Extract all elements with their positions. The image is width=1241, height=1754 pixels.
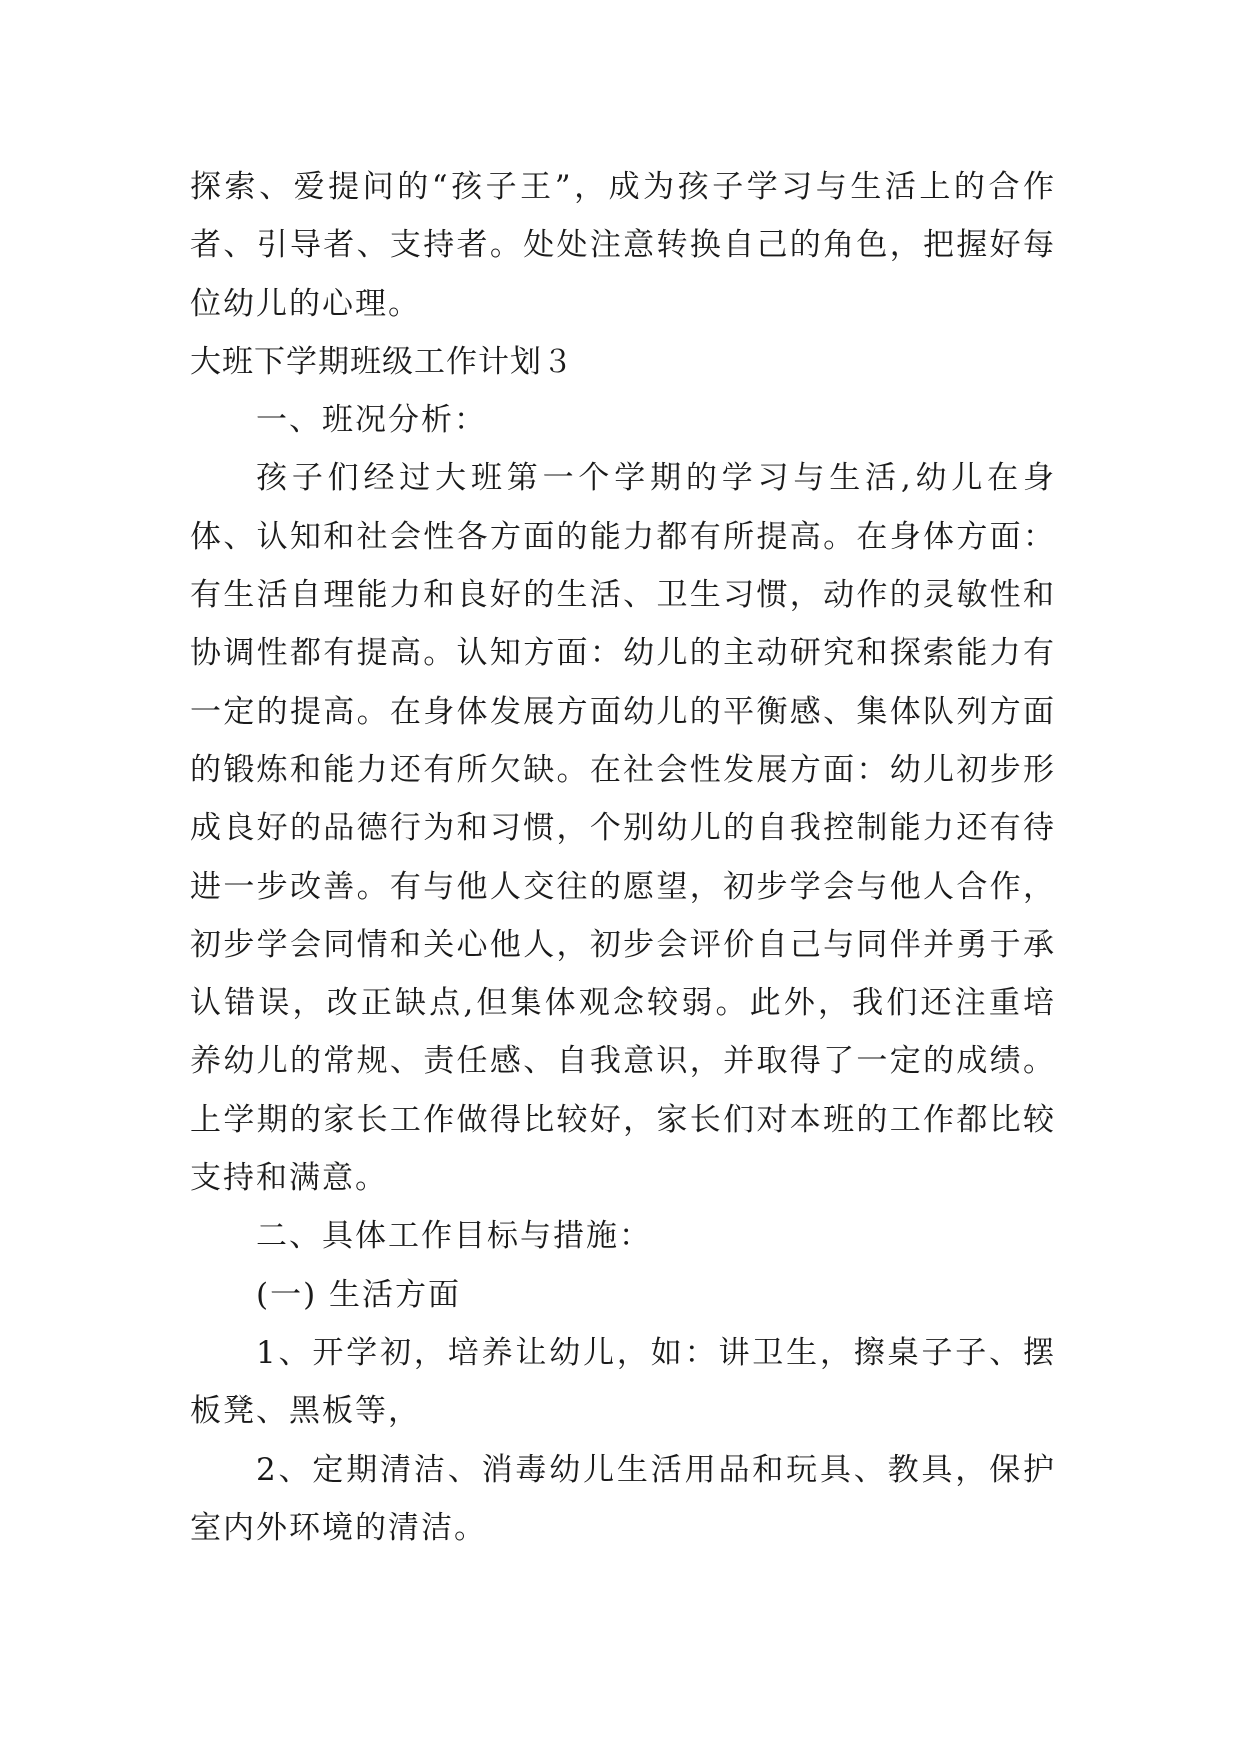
paragraph-class-analysis: 孩子们经过大班第一个学期的学习与生活,幼儿在身体、认知和社会性各方面的能力都有所提高。在身体方面：有生活自理能力和良好的生活、卫生习惯，动作的灵敏性和协调性都有提高。认知方面：幼儿的主动研究和探索能力有一定的提高。在身体发展方面幼儿的平衡感、集体队列方面的锻炼和能力还有所欠缺。在社会性发展方面：幼儿初步形成良好的品德行为和习惯，个别幼儿的自我控制能力还有待进一步改善。有与他人交往的愿望，初步学会与他人合作，初步学会同情和关心他人，初步会评价自己与同伴并勇于承认错误，改正缺点,但集体观念较弱。此外，我们还注重培养幼儿的常规、责任感、自我意识，并取得了一定的成绩。上学期的家长工作做得比较好，家长们对本班的工作都比较支持和满意。 xyxy=(190,460,1056,1197)
list-item-2: 2、定期清洁、消毒幼儿生活用品和玩具、教具，保护室内外环境的清洁。 xyxy=(190,1451,1056,1546)
section-heading-class-analysis: 一、班况分析： xyxy=(256,402,487,439)
subsection-heading-life: (一) 生活方面 xyxy=(256,1276,462,1313)
section-heading-goals-measures: 二、具体工作目标与措施： xyxy=(256,1218,652,1255)
document-title: 大班下学期班级工作计划３ xyxy=(190,343,574,380)
list-item-1: 1、开学初，培养让幼儿，如：讲卫生，擦桌子子、摆板凳、黑板等， xyxy=(190,1334,1056,1430)
document-body xyxy=(190,158,1056,1557)
paragraph-continuation: 探索、爱提问的“孩子王”，成为孩子学习与生活上的合作者、引导者、支持者。处处注意转换自己的角色，把握好每位幼儿的心理。 xyxy=(190,169,1056,322)
